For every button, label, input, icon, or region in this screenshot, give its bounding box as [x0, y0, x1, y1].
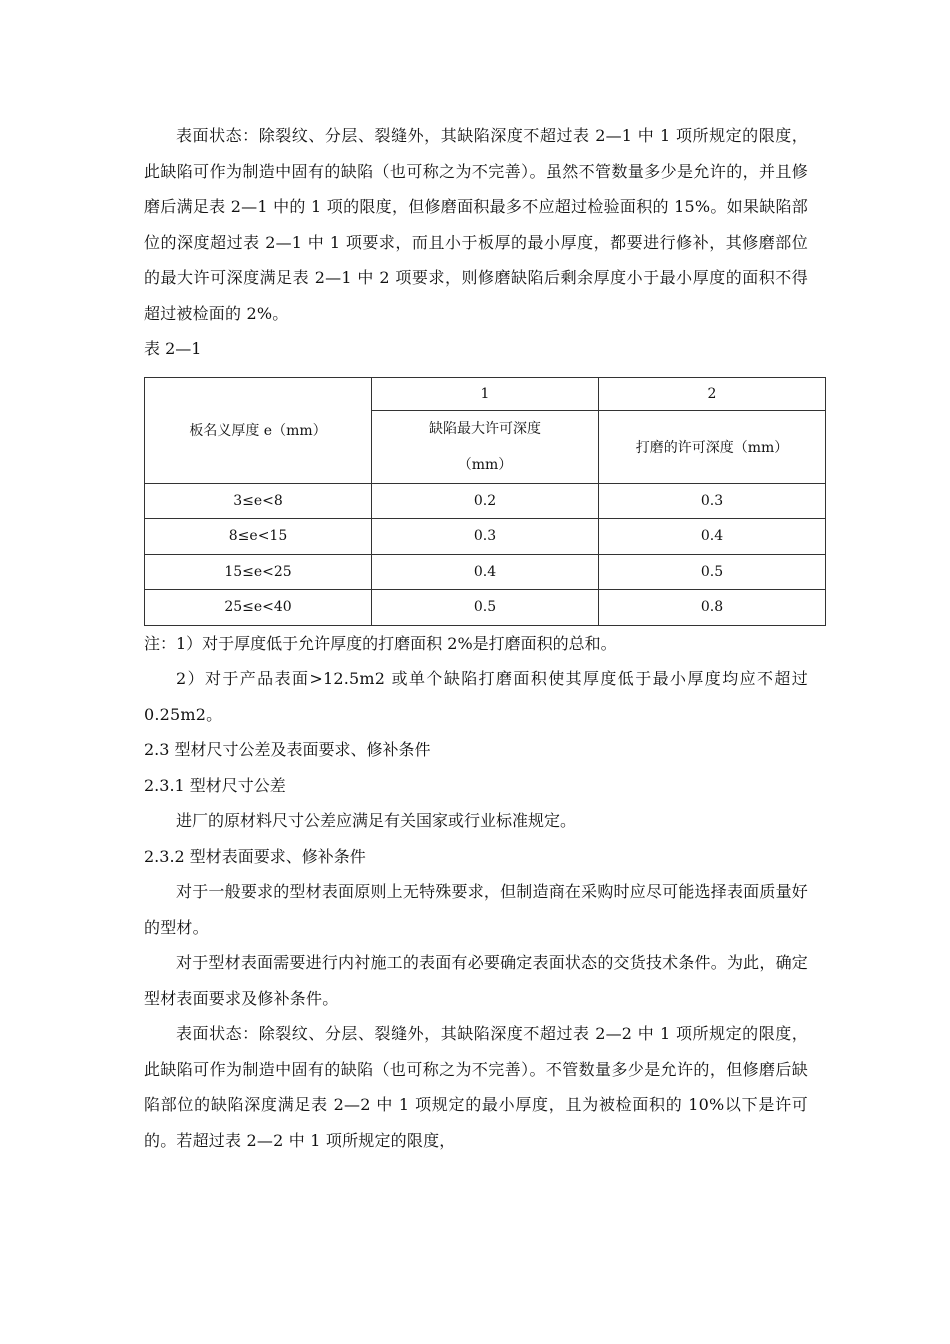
cell-max-depth: 0.2	[372, 483, 599, 519]
table-row	[145, 554, 826, 590]
section-heading-2-3: 2.3 型材尺寸公差及表面要求、修补条件	[144, 740, 431, 759]
header-max-defect-depth	[372, 410, 599, 483]
paragraph-surface-condition-2: 表面状态：除裂纹、分层、裂缝外，其缺陷深度不超过表 2—2 中 1 项所规定的限度，此缺陷可作为制造中固有的缺陷（也可称之为不完善）。不管数量多少是允许的，但修磨后缺陷部位的缺陷深度满足表 2—2 中 1 项规定的最小厚度，且为被检面积的 10%以下是许可的。若超过表 2—2 中 1 项所规定的限度，	[144, 1024, 808, 1150]
header-col-number-2: 2	[599, 377, 826, 410]
paragraph-general-surface: 对于一般要求的型材表面原则上无特殊要求，但制造商在采购时应尽可能选择表面质量好的型材。	[144, 882, 808, 937]
header-col-number-1: 1	[372, 377, 599, 410]
table-caption: 表 2—1	[144, 339, 202, 358]
header-grind-depth: 打磨的许可深度（mm）	[599, 410, 826, 483]
header-nominal-thickness: 板名义厚度 e（mm）	[145, 377, 372, 483]
cell-thickness-range: 25≤e<40	[145, 590, 372, 626]
table-row	[145, 519, 826, 555]
section-heading-2-3-2: 2.3.2 型材表面要求、修补条件	[144, 846, 366, 866]
table-row	[145, 483, 826, 519]
document-body	[144, 118, 808, 1158]
cell-grind-depth: 0.5	[599, 554, 826, 590]
paragraph-lining-surface: 对于型材表面需要进行内衬施工的表面有必要确定表面状态的交货技术条件。为此，确定型材表面要求及修补条件。	[144, 953, 808, 1008]
section-heading-2-3-1: 2.3.1 型材尺寸公差	[144, 775, 286, 795]
cell-grind-depth: 0.8	[599, 590, 826, 626]
cell-grind-depth: 0.3	[599, 483, 826, 519]
cell-max-depth: 0.5	[372, 590, 599, 626]
defect-depth-table	[144, 377, 826, 626]
cell-thickness-range: 15≤e<25	[145, 554, 372, 590]
table-row	[145, 590, 826, 626]
cell-grind-depth: 0.4	[599, 519, 826, 555]
cell-thickness-range: 3≤e<8	[145, 483, 372, 519]
cell-max-depth: 0.3	[372, 519, 599, 555]
paragraph-surface-condition: 表面状态：除裂纹、分层、裂缝外，其缺陷深度不超过表 2—1 中 1 项所规定的限度，此缺陷可作为制造中固有的缺陷（也可称之为不完善）。虽然不管数量多少是允许的，并且修磨后满足表 2—1 中的 1 项的限度，但修磨面积最多不应超过检验面积的 15%。如果缺陷部位的深度超过表 2—1 中 1 项要求，而且小于板厚的最小厚度，都要进行修补，其修磨部位的最大许可深度满足表 2—1 中 2 项要求，则修磨缺陷后剩余厚度小于最小厚度的面积不得超过被检面的 2%。	[144, 126, 808, 323]
header-max-defect-depth-label: 缺陷最大许可深度	[429, 420, 541, 437]
note-2: 2）对于产品表面>12.5m2 或单个缺陷打磨面积使其厚度低于最小厚度均应不超过 0.25m2。	[144, 669, 808, 724]
cell-thickness-range: 8≤e<15	[145, 519, 372, 555]
cell-max-depth: 0.4	[372, 554, 599, 590]
paragraph-dimension-tolerance: 进厂的原材料尺寸公差应满足有关国家或行业标准规定。	[176, 811, 577, 830]
note-1: 注：1）对于厚度低于允许厚度的打磨面积 2%是打磨面积的总和。	[144, 633, 617, 653]
header-max-defect-depth-unit: （mm）	[457, 456, 513, 473]
